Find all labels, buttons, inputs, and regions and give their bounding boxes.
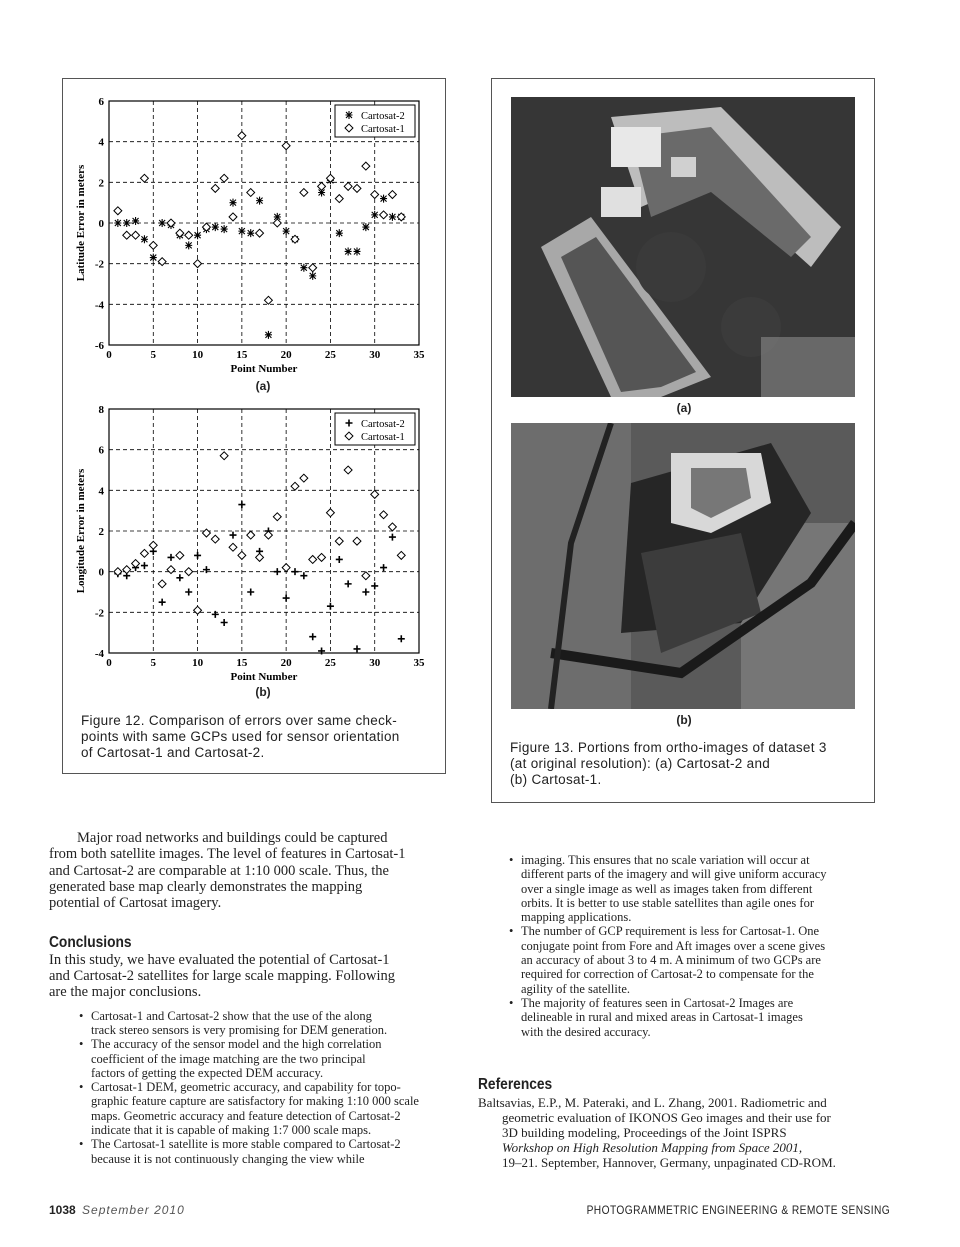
- data-point-cartosat-2: [212, 223, 219, 231]
- chart-b: [63, 394, 445, 704]
- y-tick-label: 2: [98, 526, 104, 538]
- legend-label: Cartosat-1: [361, 432, 405, 443]
- conclusions-list: [91, 1009, 449, 1166]
- y-tick-label: -4: [94, 299, 104, 312]
- figure-13-label-b: (b): [676, 713, 692, 727]
- y-tick-label: 6: [98, 96, 104, 108]
- conclusions-heading: Conclusions: [49, 934, 132, 952]
- x-tick-label: 30: [369, 349, 381, 361]
- ortho-image-cartosat-2: [511, 97, 855, 397]
- right-column: [478, 853, 898, 1170]
- continued-list: [521, 853, 898, 1039]
- data-point-cartosat-2: [283, 227, 290, 235]
- legend-label: Cartosat-2: [361, 419, 405, 430]
- y-tick-label: 6: [98, 444, 104, 457]
- list-item: • The number of GCP requirement is less for Cartosat-1. One conjugate point from Fore and Aft images over a scene gives an accuracy of about 3 to 4 m. A minimum of two GCPs are required for correction of Cartosat-2 to compensate for the agility of the satellite.: [521, 924, 898, 995]
- x-tick-label: 10: [192, 349, 204, 361]
- figure-13-label-a: (a): [676, 401, 692, 415]
- y-tick-label: 4: [98, 136, 104, 149]
- data-point-cartosat-2: [221, 225, 228, 233]
- data-point-cartosat-2: [150, 254, 157, 262]
- x-tick-label: 0: [106, 657, 112, 669]
- data-point-cartosat-2: [371, 211, 378, 219]
- left-column: [49, 830, 449, 1166]
- page-number: 1038: [49, 1203, 76, 1217]
- y-tick-label: -4: [94, 648, 104, 660]
- data-point-cartosat-2: [265, 331, 272, 339]
- y-tick-label: -6: [94, 340, 104, 352]
- data-point-cartosat-2: [185, 241, 192, 249]
- chart-a-panel-label: (a): [255, 379, 271, 393]
- reference-entry: Baltsavias, E.P., M. Pateraki, and L. Zhang, 2001. Radiometric and geometric evaluation of IKONOS Geo images and their use for 3D building modeling, Proceedings of the Joint ISPRS Workshop on High Resolution Mapping from Space 2001, 19–21. September, Hannover, Germany, unpaginated CD-ROM.: [478, 1095, 836, 1171]
- data-point-cartosat-2: [362, 223, 369, 231]
- data-point-cartosat-2: [247, 229, 254, 237]
- data-point-cartosat-2: [194, 231, 201, 239]
- y-tick-label: 0: [98, 566, 104, 579]
- data-point-cartosat-2: [114, 219, 121, 227]
- legend-label: Cartosat-1: [361, 124, 405, 135]
- data-point-cartosat-2: [354, 247, 361, 255]
- data-point-cartosat-2: [238, 227, 245, 235]
- data-point-cartosat-2: [309, 272, 316, 280]
- ortho-image-cartosat-1: [511, 423, 855, 709]
- data-point-cartosat-2: [336, 229, 343, 237]
- figure-12-caption: Figure 12. Comparison of errors over same check- points with same GCPs used for sensor orientation of Cartosat-1 and Cartosat-2.: [81, 713, 400, 760]
- x-tick-label: 25: [324, 349, 336, 361]
- figure-13-box: [491, 78, 875, 803]
- x-tick-label: 0: [106, 349, 112, 361]
- y-tick-label: -2: [94, 258, 104, 271]
- list-item: • The majority of features seen in Cartosat-2 Images are delineable in rural and mixed areas in Cartosat-1 images with the desired accuracy.: [521, 996, 898, 1039]
- issue-date: September 2010: [82, 1203, 185, 1217]
- data-point-cartosat-2: [132, 217, 139, 225]
- y-tick-label: 8: [98, 404, 104, 416]
- x-tick-label: 5: [150, 657, 157, 669]
- y-axis-label: Latitude Error in meters: [75, 164, 87, 282]
- data-point-cartosat-2: [230, 199, 237, 207]
- y-tick-label: 0: [98, 218, 104, 230]
- x-axis-label: Point Number: [230, 363, 298, 375]
- data-point-cartosat-2: [380, 195, 387, 203]
- y-tick-label: 4: [98, 485, 104, 498]
- list-item: • The Cartosat-1 satellite is more stable compared to Cartosat-2 because it is not continuously changing the view while: [91, 1137, 449, 1166]
- references-heading: References: [478, 1075, 553, 1093]
- data-point-cartosat-2: [346, 111, 353, 119]
- x-tick-label: 20: [280, 657, 292, 669]
- data-point-cartosat-2: [141, 235, 148, 243]
- data-point-cartosat-2: [256, 197, 263, 205]
- data-point-cartosat-2: [159, 219, 166, 227]
- x-tick-label: 35: [413, 349, 425, 361]
- x-tick-label: 25: [324, 657, 336, 669]
- chart-a: [63, 79, 445, 399]
- list-item: • Cartosat-1 and Cartosat-2 show that the use of the along track stereo sensors is very promising for DEM generation.: [91, 1009, 449, 1038]
- figure-12-box: [62, 78, 446, 774]
- x-tick-label: 15: [236, 349, 248, 361]
- data-point-cartosat-2: [123, 219, 130, 227]
- x-tick-label: 30: [369, 657, 381, 669]
- conclusions-intro: In this study, we have evaluated the potential of Cartosat-1 and Cartosat-2 satellites for large scale mapping. Following are the major conclusions.: [49, 951, 396, 1001]
- y-axis-label: Longitude Error in meters: [75, 468, 87, 594]
- chart-b-panel-label: (b): [255, 685, 271, 699]
- x-tick-label: 10: [192, 657, 204, 669]
- paragraph-base-map: Major road networks and buildings could be captured from both satellite images. The level of features in Cartosat-1 and Cartosat-2 are comparable at 1:10 000 scale. Thus, the generated base map clearly demonstrates the mapping potential of Cartosat imagery.: [49, 830, 406, 912]
- y-tick-label: 2: [98, 177, 104, 190]
- data-point-cartosat-2: [300, 264, 307, 272]
- y-tick-label: -2: [94, 607, 104, 620]
- journal-name: PHOTOGRAMMETRIC ENGINEERING & REMOTE SENSING: [586, 1203, 890, 1217]
- list-item-continued: • imaging. This ensures that no scale variation will occur at different parts of the imagery and will give uniform accuracy over a single image as well as images taken from different orbits. It is better to use stable satellites than agile ones for mapping applications.: [521, 853, 898, 924]
- x-tick-label: 20: [280, 349, 292, 361]
- x-tick-label: 5: [150, 349, 157, 361]
- footer-page: [49, 1203, 185, 1217]
- data-point-cartosat-2: [345, 247, 352, 255]
- x-tick-label: 35: [413, 657, 425, 669]
- data-point-cartosat-2: [389, 213, 396, 221]
- x-axis-label: Point Number: [230, 671, 298, 683]
- list-item: • Cartosat-1 DEM, geometric accuracy, and capability for topo- graphic feature capture are satisfactory for making 1:10 000 scale maps. Geometric accuracy and feature detection of Cartosat-2 indicate that it is capable of making 1:7 000 scale maps.: [91, 1080, 449, 1137]
- list-item: • The accuracy of the sensor model and the high correlation coefficient of the image matching are the two principal factors of getting the expected DEM accuracy.: [91, 1037, 449, 1080]
- figure-13-caption: Figure 13. Portions from ortho-images of dataset 3 (at original resolution): (a) Cartosat-2 and (b) Cartosat-1.: [510, 740, 827, 787]
- x-tick-label: 15: [236, 657, 248, 669]
- legend-label: Cartosat-2: [361, 111, 405, 122]
